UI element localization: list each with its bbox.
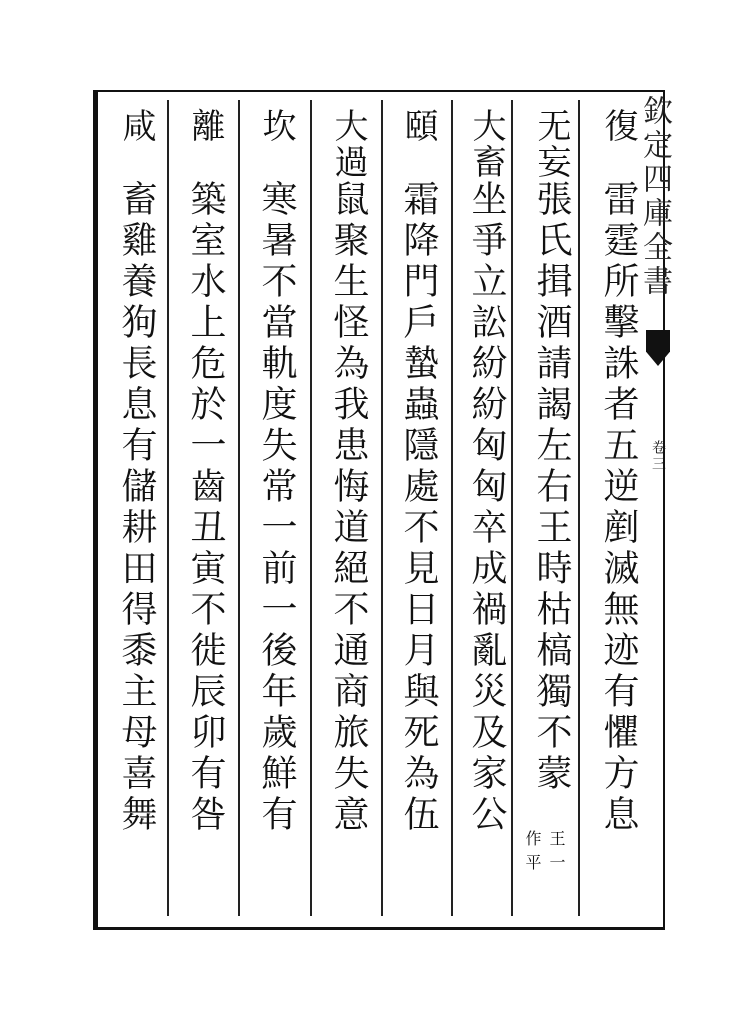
annotation-note — [523, 830, 566, 910]
hexagram-title: 頤 — [398, 108, 438, 144]
note-line: 王一 — [547, 830, 566, 878]
column-rule — [381, 100, 383, 916]
hexagram-title: 咸 — [116, 108, 156, 144]
hexagram-title: 離 — [185, 108, 225, 144]
hexagram-title: 坎 — [256, 108, 296, 144]
column-rule — [310, 100, 312, 916]
verse-text: 張氏揖酒請謁左右王時枯槁獨不蒙 — [531, 180, 572, 795]
hexagram-title: 无妄 — [531, 108, 571, 180]
verse-text: 雷霆所擊誅者五逆剷滅無迹有懼方息 — [598, 180, 639, 836]
verse-text: 寒暑不當軌度失常一前一後年歲鮮有 — [256, 180, 297, 836]
hexagram-title: 大畜 — [466, 108, 506, 180]
verse-text: 鼠聚生怪為我患悔道絕不通商旅失意 — [328, 180, 369, 836]
volume-label: 卷三 — [650, 440, 666, 472]
hexagram-title: 大過 — [328, 108, 368, 180]
column-rule — [451, 100, 453, 916]
verse-text: 築室水上危於一齒丑寅不徙辰卯有咎 — [185, 180, 226, 836]
verse-text: 畜雞養狗長息有儲耕田得黍主母喜舞 — [116, 180, 157, 836]
book-title-margin: 欽定四庫全書 — [637, 95, 672, 299]
column-rule — [167, 100, 169, 916]
note-line: 作平 — [523, 830, 542, 878]
verse-text: 坐爭立訟紛紛匈匈卒成禍亂災及家公 — [466, 180, 507, 836]
hexagram-title: 復 — [598, 108, 638, 144]
column-rule — [238, 100, 240, 916]
verse-text: 霜降門戶蟄蟲隱處不見日月與死為伍 — [398, 180, 439, 836]
